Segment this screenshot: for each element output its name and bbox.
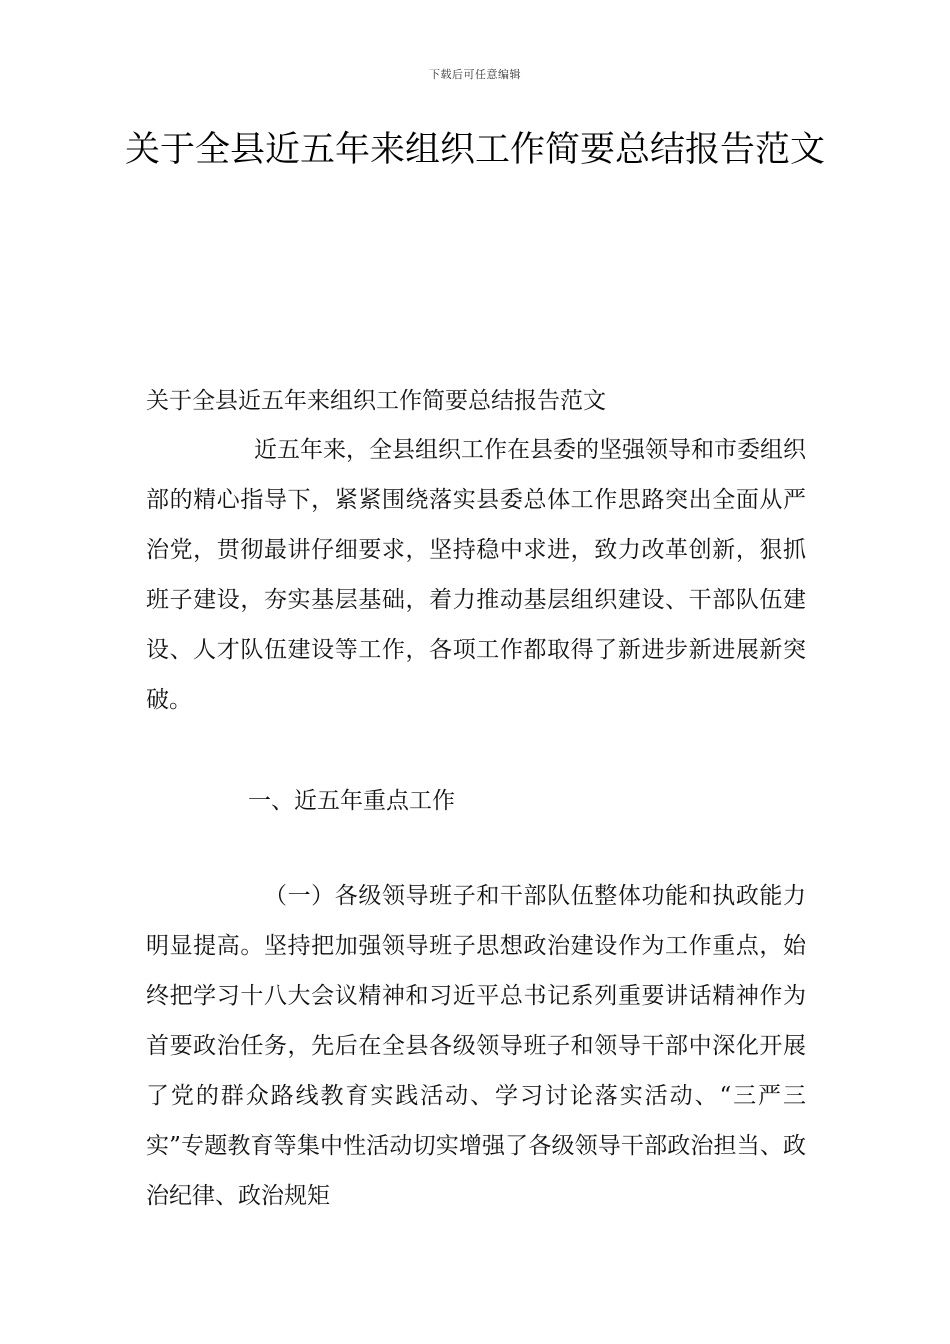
subtitle-line: 关于全县近五年来组织工作简要总结报告范文 xyxy=(146,388,606,414)
section-heading: 一、近五年重点工作 xyxy=(248,788,455,814)
document-title: 关于全县近五年来组织工作简要总结报告范文 xyxy=(124,130,825,170)
header-note: 下载后可任意编辑 xyxy=(429,68,521,81)
section-paragraph: （一）各级领导班子和干部队伍整体功能和执政能力明显提高。坚持把加强领导班子思想政治建设作为工作重点，始终把学习十八大会议精神和习近平总书记系列重要讲话精神作为首要政治任务，先后在全县各级领导班子和领导干部中深化开展了党的群众路线教育实践活动、学习讨论落实活动、“三严三实”专题教育等集中性活动切实增强了各级领导干部政治担当、政治纪律、政治规矩 xyxy=(146,883,806,1209)
intro-paragraph: 近五年来，全县组织工作在县委的坚强领导和市委组织部的精心指导下，紧紧围绕落实县委总体工作思路突出全面从严治党，贯彻最讲仔细要求，坚持稳中求进，致力改革创新，狠抓班子建设，夯实基层基础，着力推动基层组织建设、干部队伍建设、人才队伍建设等工作，各项工作都取得了新进步新进展新突破。 xyxy=(146,437,806,713)
